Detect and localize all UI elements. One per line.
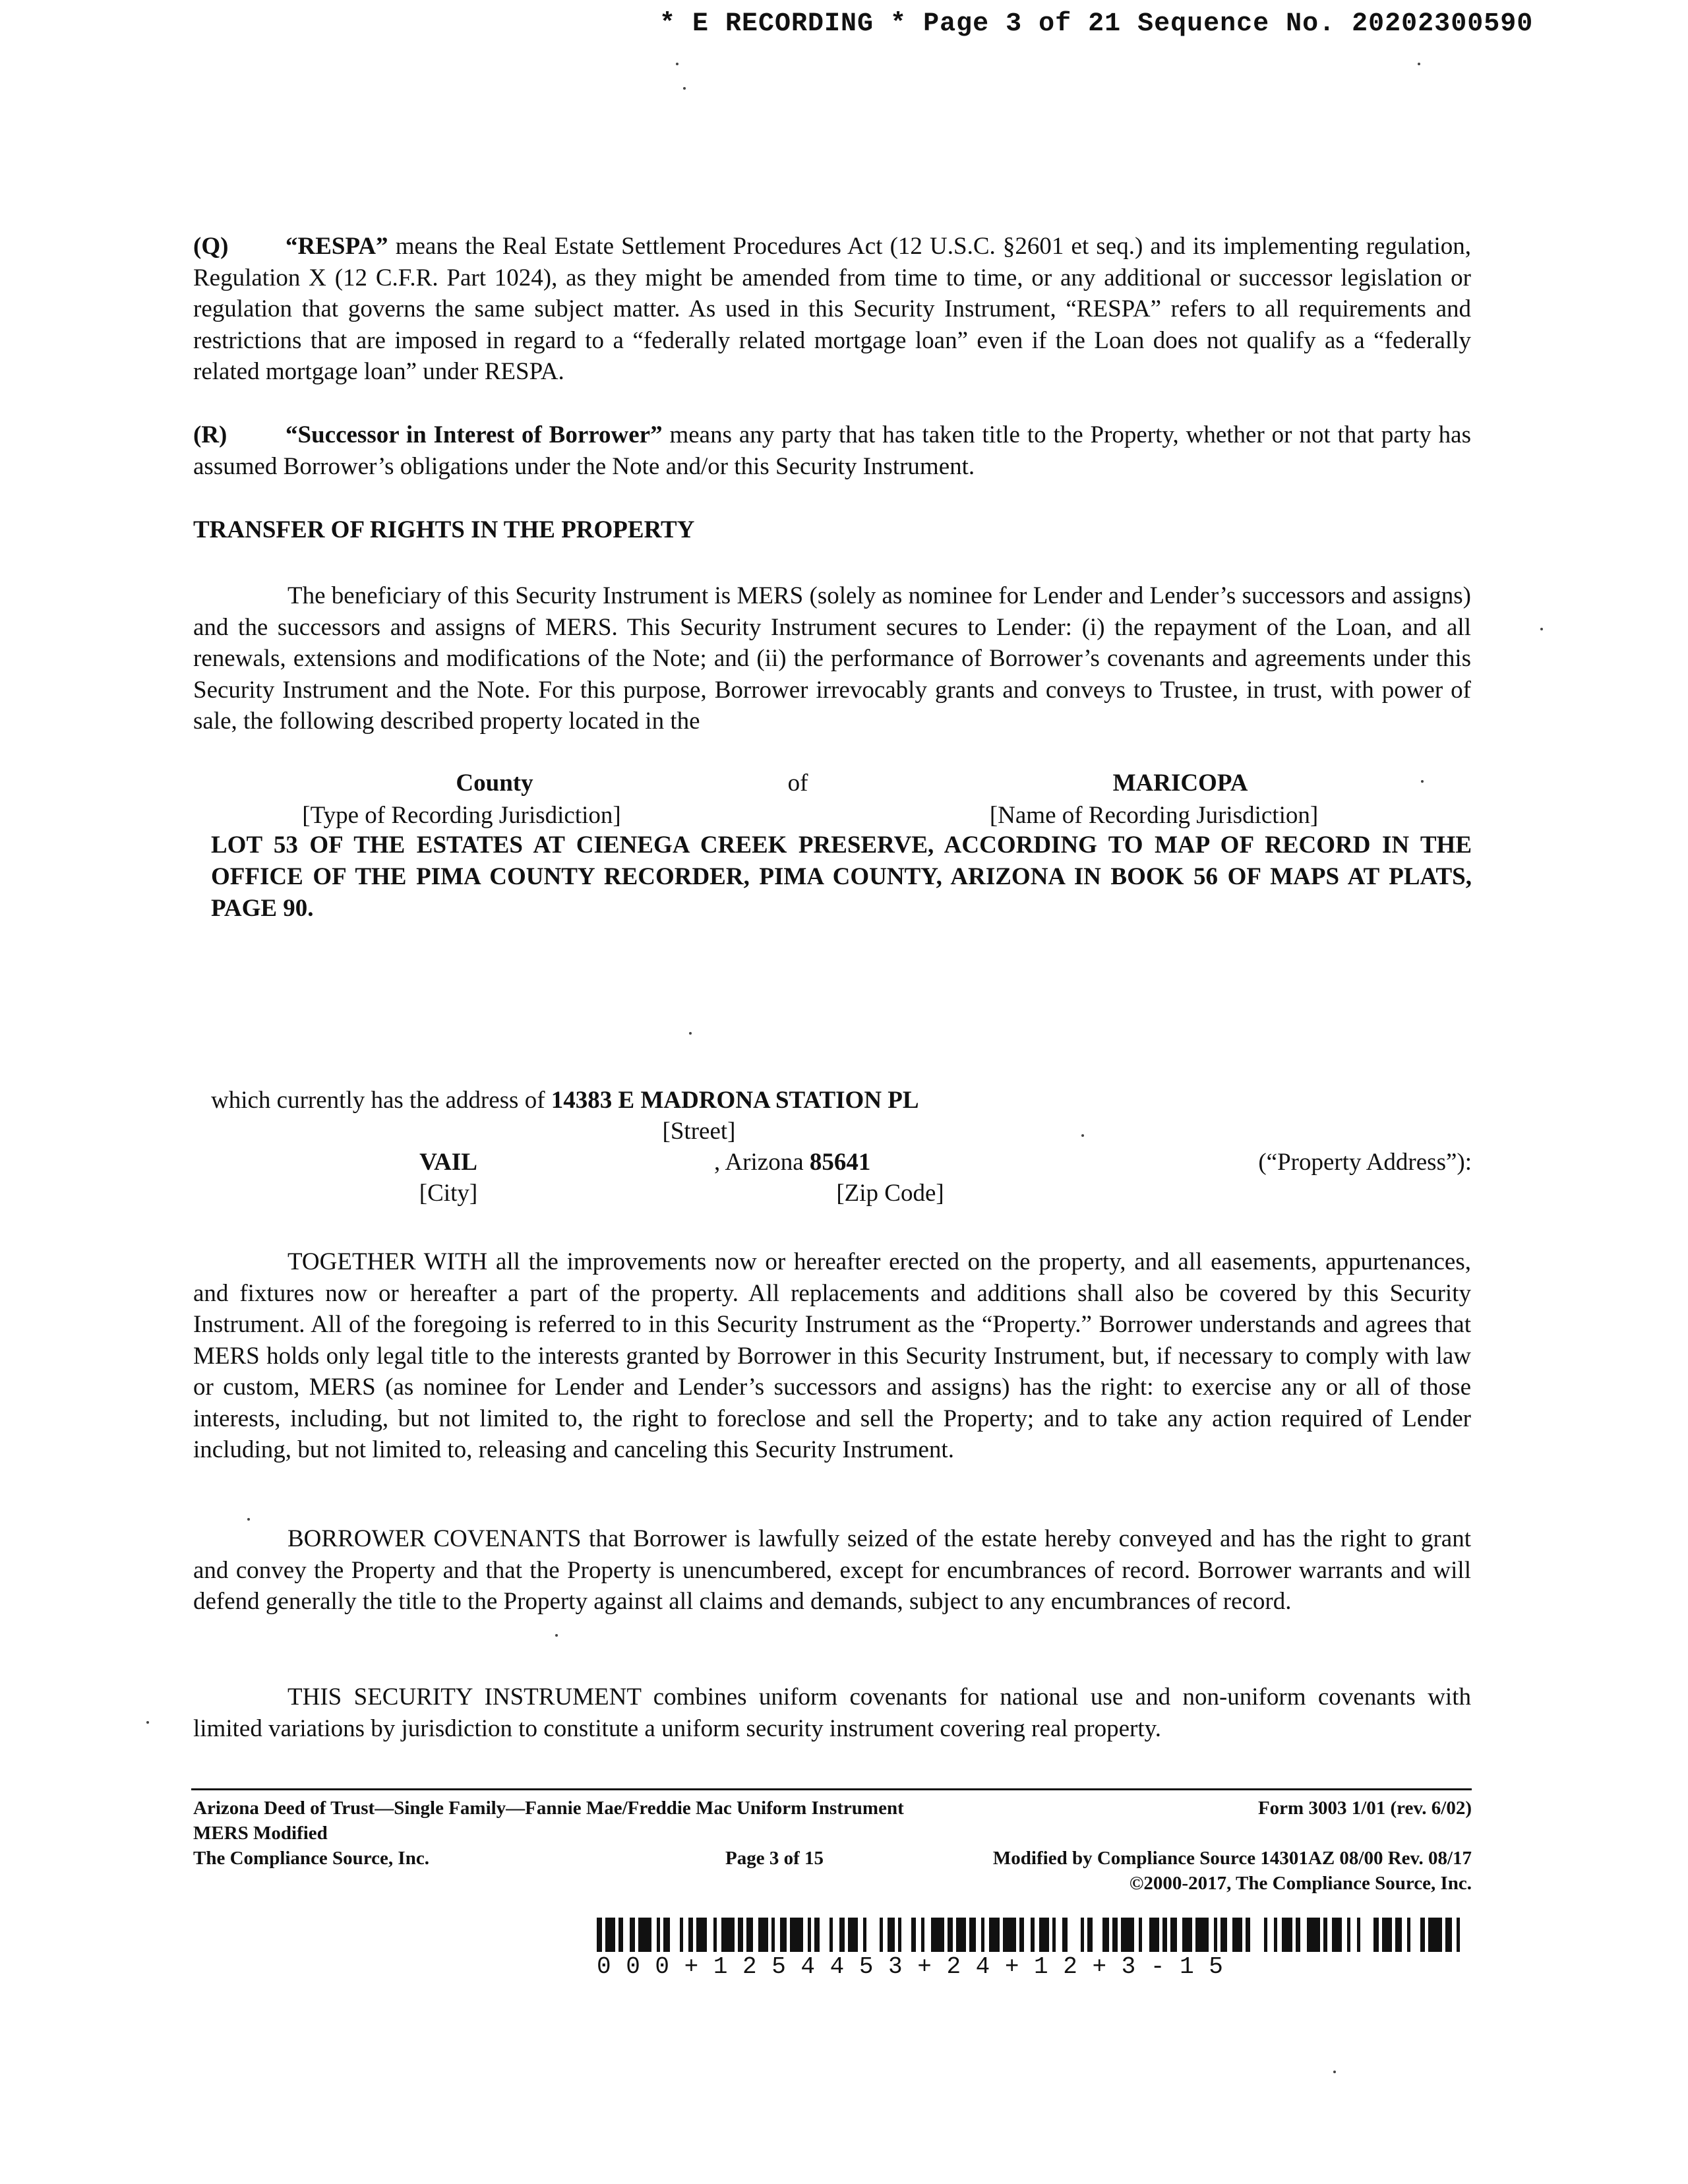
barcode-bar — [1360, 1918, 1373, 1952]
scan-speck — [555, 1634, 558, 1637]
footer-mers: MERS Modified — [193, 1823, 328, 1844]
barcode-bar — [758, 1918, 768, 1952]
barcode-bar — [1382, 1918, 1392, 1952]
security-instrument-paragraph: THIS SECURITY INSTRUMENT combines uniform covenants for national use and non-uniform covenants with limited variations by jurisdiction to constitute a uniform security instrument covering real property. — [193, 1684, 1471, 1742]
definition-r — [193, 419, 1471, 482]
barcode-bar — [901, 1918, 911, 1952]
address-street: 14383 E MADRONA STATION PL — [551, 1087, 919, 1114]
barcode-bar — [1062, 1918, 1068, 1952]
barcode-bar — [916, 1918, 921, 1952]
barcode-bar — [1332, 1918, 1342, 1952]
jurisdiction-of: of — [787, 770, 808, 797]
barcode-bar — [803, 1918, 808, 1952]
scan-speck — [247, 1518, 250, 1521]
barcode-bar — [1221, 1918, 1227, 1952]
barcode-bar — [1182, 1918, 1192, 1952]
barcode-bar — [630, 1918, 635, 1952]
jurisdiction-name-value: MARICOPA — [1112, 770, 1248, 797]
barcode-bar — [1149, 1918, 1159, 1952]
zip-label: [Zip Code] — [836, 1180, 944, 1207]
barcode-bar — [1019, 1918, 1025, 1952]
jurisdiction-name-label: [Name of Recording Jurisdiction] — [989, 802, 1319, 829]
barcode-bar — [1087, 1918, 1093, 1952]
barcode-bar — [1460, 1918, 1470, 1952]
barcode-bar — [1307, 1918, 1320, 1952]
barcode-bar — [1282, 1918, 1292, 1952]
barcode-bar — [605, 1918, 615, 1952]
definition-r-label: (R) — [193, 421, 227, 448]
barcode-bar — [833, 1918, 839, 1952]
city-label: [City] — [419, 1180, 478, 1207]
property-address-label: (“Property Address”): — [1258, 1149, 1472, 1176]
barcode-bar — [969, 1918, 976, 1952]
barcode-bar — [597, 1918, 602, 1952]
barcode-bar — [651, 1918, 657, 1952]
barcode-bar — [984, 1918, 990, 1952]
barcode-bar — [683, 1918, 688, 1952]
barcode-bar — [1195, 1918, 1209, 1952]
barcode-bar — [738, 1918, 743, 1952]
barcode-bar — [956, 1918, 966, 1952]
transfer-paragraph: The beneficiary of this Security Instrument is MERS (solely as nominee for Lender and Lender’s successors and assigns) and the successors and assigns of MERS. This Security Instrument secures to Lender: (i) the repayment of the Loan, and all renewals, extensions and modifications of the Note; and (ii) the performance of Borrower’s covenants and agreements under this Security Instrument and the Note. For this purpose, Borrower irrevocably grants and conveys to Trustee, in trust, with power of sale, the following described property located in the — [193, 582, 1471, 735]
barcode-bar — [1410, 1918, 1420, 1952]
definition-r-text: means any party that has taken title to the Property, whether or not that party has assumed Borrower’s obligations under the Note and/or this Security Instrument. — [193, 421, 1471, 480]
barcode-bar — [696, 1918, 706, 1952]
barcode-bar — [1246, 1918, 1251, 1952]
barcode-text: 000+1254453+24+12+3-15 — [597, 1953, 1238, 1980]
together-with-paragraph: TOGETHER WITH all the improvements now or hereafter erected on the property, and all easements, appurtenances, and fixtures now or hereafter a part of the property. All replacements and additions shall also be covered by this Security Instrument. All of the foregoing is referred to in this Security Instrument as the “Property.” Borrower understands and agrees that MERS holds only legal title to the interests granted by Borrower in this Security Instrument, but, if necessary to comply with law or custom, MERS (as nominee for Lender and Lender’s successors and assigns) has the right: to exercise any or all of those interests, including, but not limited to, the right to foreclose and sell the Property; and to take any action required of Lender including, but not limited to, releasing and canceling this Security Instrument. — [193, 1248, 1471, 1463]
scan-speck — [1081, 1134, 1084, 1137]
street-label: [Street] — [662, 1118, 736, 1145]
barcode-bar — [924, 1918, 931, 1952]
address-city: VAIL — [419, 1149, 477, 1176]
barcode-bar — [866, 1918, 880, 1952]
barcode-bar — [790, 1918, 803, 1952]
barcode-bar — [976, 1918, 981, 1952]
barcode-bar — [839, 1918, 845, 1952]
barcode-bar — [1296, 1918, 1301, 1952]
barcode-bar — [814, 1918, 820, 1952]
jurisdiction-type-value: County — [456, 770, 533, 797]
scan-speck — [146, 1721, 149, 1724]
barcode-bar — [1134, 1918, 1139, 1952]
barcode-bar — [1112, 1918, 1118, 1952]
barcode-bar — [1056, 1918, 1062, 1952]
barcode-bar — [1177, 1918, 1182, 1952]
barcode-bar — [858, 1918, 863, 1952]
barcode-bar — [721, 1918, 735, 1952]
barcode-bar — [931, 1918, 944, 1952]
barcode-bar — [1121, 1918, 1134, 1952]
barcode-bar — [1350, 1918, 1357, 1952]
barcode-bar — [948, 1918, 953, 1952]
barcode-bar — [663, 1918, 670, 1952]
barcode-bar — [1093, 1918, 1102, 1952]
barcode-bar — [989, 1918, 999, 1952]
scan-speck — [1418, 63, 1420, 65]
barcode-bar — [638, 1918, 651, 1952]
scan-speck — [676, 63, 678, 65]
address-line — [211, 1086, 919, 1114]
barcode-bar — [1068, 1918, 1081, 1952]
barcode-bar — [717, 1918, 722, 1952]
barcode-bar — [707, 1918, 713, 1952]
definition-r-term: “Successor in Interest of Borrower” — [286, 421, 663, 448]
barcode-bar — [618, 1918, 624, 1952]
footer-rule — [191, 1788, 1472, 1790]
scan-speck — [1421, 780, 1424, 783]
scan-speck — [1333, 2071, 1336, 2073]
barcode-bar — [1452, 1918, 1457, 1952]
barcode-bar — [1420, 1918, 1426, 1952]
barcode-bar — [911, 1918, 917, 1952]
barcode-bar — [1327, 1918, 1333, 1952]
barcode-bar — [1277, 1918, 1282, 1952]
barcode-bar — [1162, 1918, 1168, 1952]
barcode-bar — [1395, 1918, 1402, 1952]
footer-modified: Modified by Compliance Source 14301AZ 08/00 Rev. 08/17 — [992, 1848, 1472, 1869]
barcode-bar — [1402, 1918, 1407, 1952]
barcode-bar — [1209, 1918, 1214, 1952]
barcode-bar — [1003, 1918, 1016, 1952]
barcode-bar — [1373, 1918, 1379, 1952]
barcode-bar — [1342, 1918, 1347, 1952]
address-lead: which currently has the address of — [211, 1087, 545, 1114]
barcode-bar — [1142, 1918, 1149, 1952]
barcode-bar — [888, 1918, 894, 1952]
barcode-bar — [746, 1918, 753, 1952]
recording-header: * E RECORDING * Page 3 of 21 Sequence No. 20202300590 — [659, 9, 1534, 39]
address-state-zip — [714, 1148, 870, 1176]
transfer-heading: TRANSFER OF RIGHTS IN THE PROPERTY — [193, 516, 695, 543]
address-zip: 85641 — [809, 1149, 871, 1176]
barcode-bar — [883, 1918, 888, 1952]
barcode-bar — [1170, 1918, 1177, 1952]
barcode-bar — [688, 1918, 694, 1952]
footer-copyright: ©2000-2017, The Compliance Source, Inc. — [1129, 1873, 1472, 1894]
scan-speck — [689, 1032, 692, 1035]
barcode-bar — [1227, 1918, 1232, 1952]
footer-company: The Compliance Source, Inc. — [193, 1848, 429, 1869]
definition-q — [193, 231, 1471, 388]
legal-description: LOT 53 OF THE ESTATES AT CIENEGA CREEK PRESERVE, ACCORDING TO MAP OF RECORD IN THE OFFICE OF THE PIMA COUNTY RECORDER, PIMA COUNTY, ARIZONA IN BOOK 56 OF MAPS AT PLATS, PAGE 90. — [211, 832, 1472, 922]
footer-form-number: Form 3003 1/01 (rev. 6/02) — [1257, 1798, 1472, 1819]
definition-q-label: (Q) — [193, 233, 229, 260]
barcode-bar — [1267, 1918, 1274, 1952]
barcode-bar — [670, 1918, 680, 1952]
barcode-bar — [1232, 1918, 1242, 1952]
scan-speck — [683, 87, 686, 90]
barcode-bar — [820, 1918, 829, 1952]
barcode-bar — [1300, 1918, 1307, 1952]
definition-q-text: means the Real Estate Settlement Procedures Act (12 U.S.C. §2601 et seq.) and its implementing regulation, Regulation X (12 C.F.R. Part 1024), as they might be amended from time to time, or any additional or successor legislation or regulation that governs the same subject matter. As used in this Security Instrument, “RESPA” refers to all requirements and restrictions that are imposed in regard to a “federally related mortgage loan” even if the Loan does not qualify as a “federally related mortgage loan” under RESPA. — [193, 233, 1471, 385]
barcode-bar — [1102, 1918, 1109, 1952]
barcode-bar — [623, 1918, 630, 1952]
scan-speck — [1540, 628, 1543, 630]
jurisdiction-type-label: [Type of Recording Jurisdiction] — [302, 802, 621, 829]
footer-page: Page 3 of 15 — [725, 1848, 824, 1869]
barcode-bar — [1445, 1918, 1452, 1952]
definition-q-term: “RESPA” — [286, 233, 388, 260]
barcode-bar — [775, 1918, 780, 1952]
barcode-bar — [753, 1918, 758, 1952]
barcode-bar — [1428, 1918, 1441, 1952]
address-state: , Arizona — [714, 1149, 804, 1176]
barcode-bar — [1250, 1918, 1263, 1952]
barcode-bar — [1024, 1918, 1031, 1952]
barcode-bar — [1035, 1918, 1040, 1952]
barcode-bar — [780, 1918, 787, 1952]
barcode-bar — [848, 1918, 858, 1952]
barcode-image — [597, 1918, 1470, 1952]
footer-form-title: Arizona Deed of Trust—Single Family—Fannie Mae/Freddie Mac Uniform Instrument — [193, 1798, 904, 1819]
borrower-covenants-paragraph: BORROWER COVENANTS that Borrower is lawfully seized of the estate hereby conveyed and has the right to grant and convey the Property and that the Property is unencumbered, except for encumbrances of record. Borrower warrants and will defend generally the title to the Property against all claims and demands, subject to any encumbrances of record. — [193, 1525, 1471, 1615]
barcode-bar — [1039, 1918, 1049, 1952]
